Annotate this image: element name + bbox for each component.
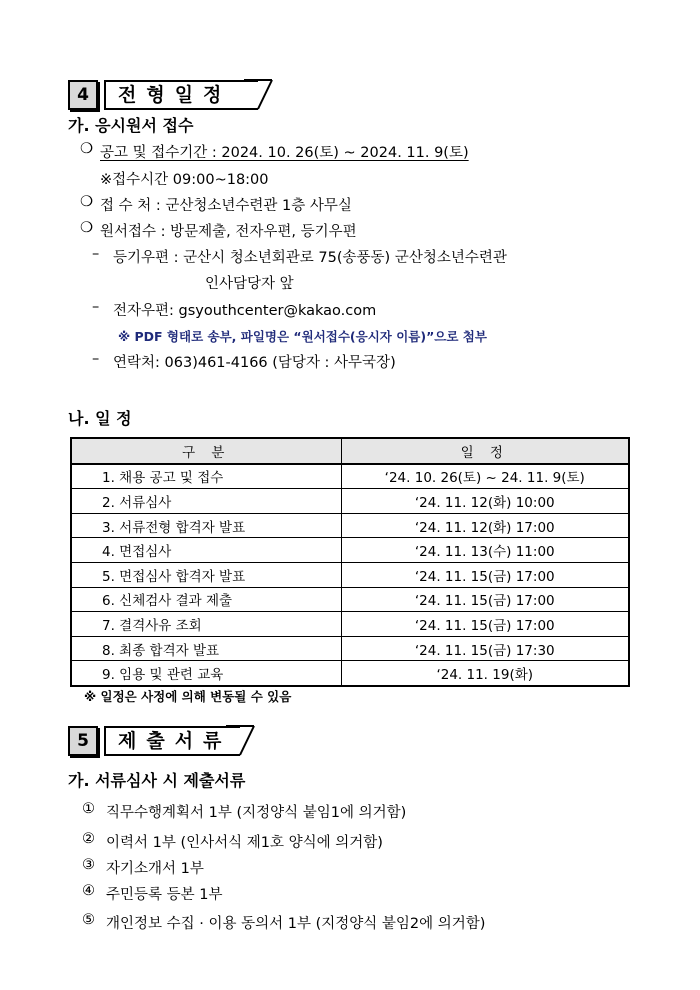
table-row — [71, 513, 629, 538]
table-cell-step: 6. 신체검사 결과 제출 — [71, 587, 341, 612]
bullet-dash: – — [92, 299, 100, 315]
table-row — [71, 612, 629, 637]
table-cell-step: 2. 서류심사 — [71, 489, 341, 514]
table-cell-step: 9. 임용 및 관련 교육 — [71, 661, 341, 686]
bullet-circle: ❍ — [80, 141, 93, 157]
document-item: 주민등록 등본 1부 — [106, 887, 223, 903]
table-cell-date: ‘24. 11. 12(화) 10:00 — [341, 489, 629, 514]
table-cell-date: ‘24. 11. 15(금) 17:00 — [341, 562, 629, 587]
table-row — [71, 562, 629, 587]
header-slant-line — [226, 724, 256, 756]
table-cell-step: 3. 서류전형 합격자 발표 — [71, 513, 341, 538]
section-number-4: 4 — [68, 80, 98, 110]
schedule-table — [70, 437, 630, 687]
pdf-note: ※ PDF 형태로 송부, 파일명은 “원서접수(응시자 이름)”으로 첨부 — [118, 329, 487, 344]
table-cell-date: ‘24. 11. 12(화) 17:00 — [341, 513, 629, 538]
section-title-schedule: 전형일정 — [104, 80, 258, 110]
table-cell-date: ‘24. 11. 13(수) 11:00 — [341, 538, 629, 563]
circled-number: ② — [82, 831, 95, 847]
reception-hours: ※접수시간 09:00~18:00 — [100, 172, 269, 188]
submission-methods: 원서접수 : 방문제출, 전자우편, 등기우편 — [100, 224, 357, 240]
section-title-documents: 제출서류 — [104, 726, 240, 756]
table-cell-step: 5. 면접심사 합격자 발표 — [71, 562, 341, 587]
table-row — [71, 489, 629, 514]
document-item: 자기소개서 1부 — [106, 861, 204, 877]
column-header-category: 구 분 — [71, 438, 341, 464]
contact-info: 연락처: 063)461-4166 (담당자 : 사무국장) — [113, 355, 396, 371]
bullet-circle: ❍ — [80, 220, 93, 236]
bullet-dash: – — [92, 246, 100, 262]
registered-mail-recipient: 인사담당자 앞 — [205, 276, 294, 292]
heading-required-documents: 가. 서류심사 시 제출서류 — [68, 771, 246, 790]
header-slant-line — [244, 78, 274, 110]
table-row — [71, 661, 629, 686]
circled-number: ③ — [82, 857, 95, 873]
circled-number: ① — [82, 801, 95, 817]
table-cell-date: ‘24. 11. 19(화) — [341, 661, 629, 686]
circled-number: ④ — [82, 883, 95, 899]
registered-mail-address: 등기우편 : 군산시 청소년회관로 75(송풍동) 군산청소년수련관 — [113, 250, 507, 266]
column-header-date: 일 정 — [341, 438, 629, 464]
table-row — [71, 587, 629, 612]
reception-place: 접 수 처 : 군산청소년수련관 1층 사무실 — [100, 198, 352, 214]
table-row — [71, 464, 629, 489]
document-item: 개인정보 수집 · 이용 동의서 1부 (지정양식 붙임2에 의거함) — [106, 916, 486, 932]
document-item: 이력서 1부 (인사서식 제1호 양식에 의거함) — [106, 835, 383, 851]
section-number-5: 5 — [68, 726, 98, 756]
table-cell-step: 4. 면접심사 — [71, 538, 341, 563]
document-item: 직무수행계획서 1부 (지정양식 붙임1에 의거함) — [106, 805, 407, 821]
table-cell-date: ‘24. 11. 15(금) 17:30 — [341, 636, 629, 661]
heading-application: 가. 응시원서 접수 — [68, 116, 194, 135]
table-cell-date: ‘24. 10. 26(토) ~ 24. 11. 9(토) — [341, 464, 629, 489]
bullet-circle: ❍ — [80, 194, 93, 210]
email-address[interactable]: 전자우편: gsyouthcenter@kakao.com — [113, 303, 377, 319]
table-row — [71, 538, 629, 563]
heading-schedule: 나. 일 정 — [68, 409, 132, 428]
table-cell-date: ‘24. 11. 15(금) 17:00 — [341, 587, 629, 612]
schedule-change-note: ※ 일정은 사정에 의해 변동될 수 있음 — [84, 689, 292, 704]
table-cell-step: 8. 최종 합격자 발표 — [71, 636, 341, 661]
table-cell-step: 1. 채용 공고 및 접수 — [71, 464, 341, 489]
table-header-row — [71, 438, 629, 464]
table-cell-step: 7. 결격사유 조회 — [71, 612, 341, 637]
table-row — [71, 636, 629, 661]
bullet-dash: – — [92, 351, 100, 367]
application-period: 공고 및 접수기간 : 2024. 10. 26(토) ~ 2024. 11. 9(토) — [100, 145, 469, 161]
circled-number: ⑤ — [82, 912, 95, 928]
table-cell-date: ‘24. 11. 15(금) 17:00 — [341, 612, 629, 637]
